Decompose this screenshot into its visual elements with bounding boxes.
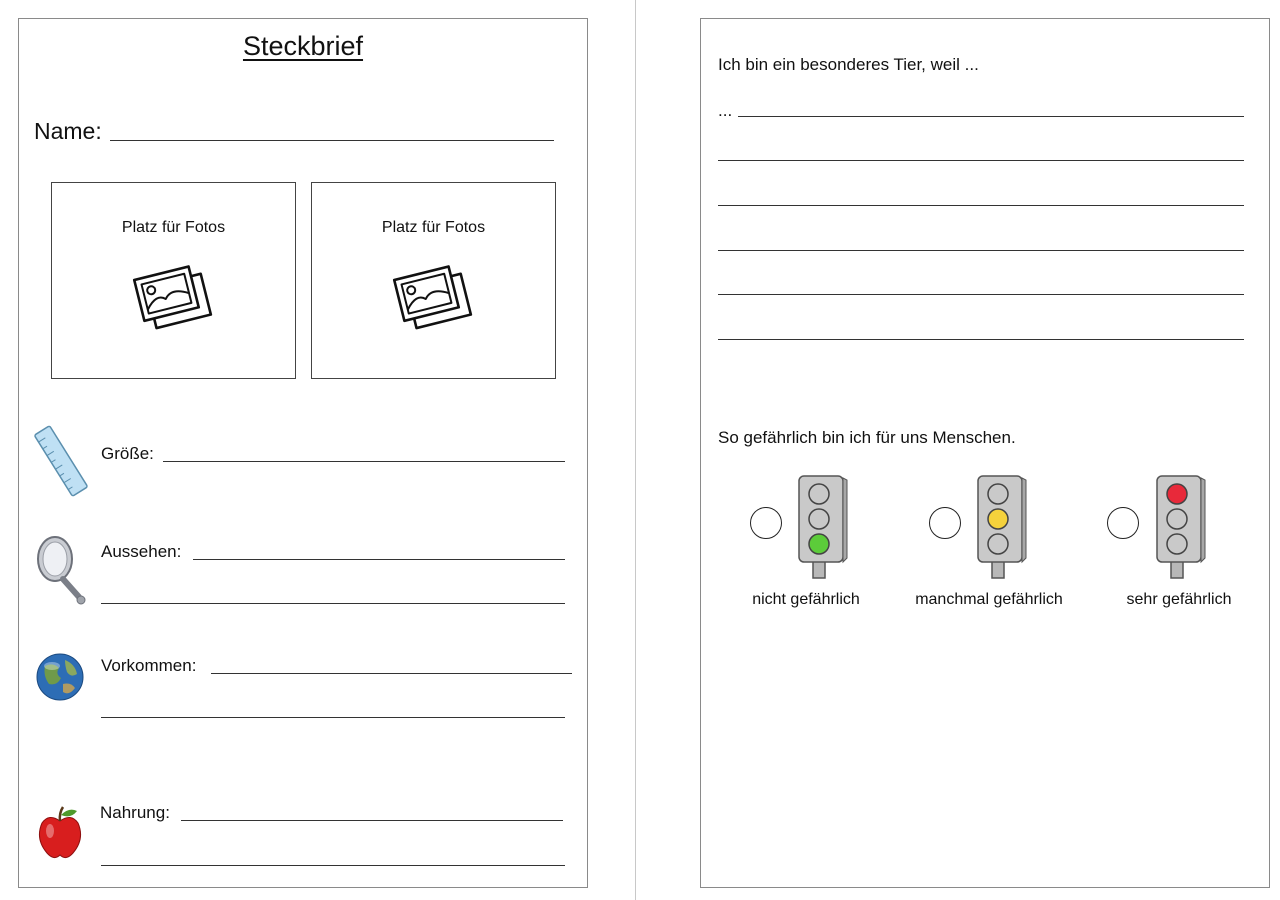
ruler-icon [33,423,89,499]
answer-line-1[interactable] [738,116,1244,117]
worksheet-title: Steckbrief [242,31,364,61]
photo-box-label: Platz für Fotos [381,219,486,236]
habitat-label: Vorkommen: [101,656,197,675]
option-label-not-dangerous: nicht gefährlich [752,591,860,608]
answer-line-6[interactable] [718,339,1244,340]
photos-icon [392,261,476,337]
radio-not-dangerous[interactable] [750,507,782,539]
first-line-prefix: ... [718,101,733,120]
traffic-light-red-icon [1155,474,1207,580]
food-label: Nahrung: [100,803,170,822]
food-field[interactable] [181,820,563,821]
right-worksheet-page [700,18,1270,888]
name-label: Name: [34,118,102,144]
photo-box-label: Platz für Fotos [121,219,226,236]
answer-line-3[interactable] [718,205,1244,206]
danger-question: So gefährlich bin ich für uns Menschen. [718,428,1016,447]
option-label-sometimes-dangerous: manchmal gefährlich [915,591,1063,608]
habitat-field[interactable] [211,673,572,674]
habitat-field-line-2[interactable] [101,717,565,718]
special-animal-prompt: Ich bin ein besonderes Tier, weil ... [718,55,979,74]
name-field[interactable] [110,140,554,141]
radio-very-dangerous[interactable] [1107,507,1139,539]
size-field[interactable] [163,461,565,462]
appearance-field[interactable] [193,559,565,560]
appearance-label: Aussehen: [101,542,182,561]
answer-line-5[interactable] [718,294,1244,295]
appearance-field-line-2[interactable] [101,603,565,604]
mirror-icon [33,535,89,605]
photo-box-2[interactable] [311,182,556,379]
left-worksheet-page [18,18,588,888]
answer-line-2[interactable] [718,160,1244,161]
answer-line-4[interactable] [718,250,1244,251]
radio-sometimes-dangerous[interactable] [929,507,961,539]
size-label: Größe: [101,444,154,463]
traffic-light-green-icon [797,474,849,580]
option-label-very-dangerous: sehr gefährlich [1126,591,1232,608]
traffic-light-yellow-icon [976,474,1028,580]
photos-icon [132,261,216,337]
apple-icon [37,805,83,861]
globe-icon [35,652,85,702]
food-field-line-2[interactable] [101,865,565,866]
page-divider [635,0,636,900]
photo-box-1[interactable] [51,182,296,379]
